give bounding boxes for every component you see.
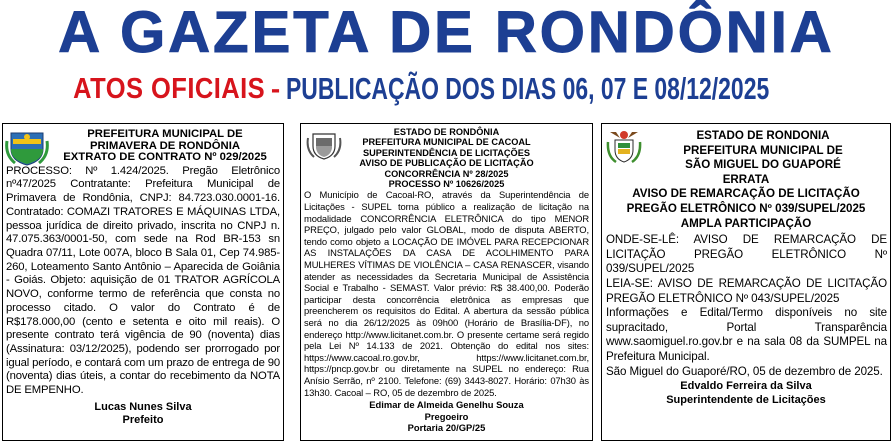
section-banner [0,66,893,112]
notice-signature: Lucas Nunes Silva Prefeito [94,400,192,426]
notice-cacoal [300,123,593,441]
notice-date: São Miguel do Guaporé/RO, 05 de dezembro de 2025. [606,364,883,378]
notice-sao-miguel [601,123,891,441]
notice-body: PROCESSO: Nº 1.424/2025. Pregão Eletrônico nº47/2025 Contratante: Prefeitura Municipal de Primavera de Rondônia, CNPJ: 84.723.030.0001-16. Contratado: COMAZI TRATORES E MÁQUINAS LTDA, pessoa jurídica de direito privado, inscrita no CNPJ n. 47.075.363/0001-50, com sede na Rod BR-153 sn Quadra 07/11, Lote 007A, bloco B Sala 01, Cep 74.985-260, Loteamento Santo Antônio – Aparecida de Goiânia - Goiás. Objeto: aquisição de 01 TRATOR AGRÍCOLA NOVO, conforme termo de referência que consta no processo citado. O valor do Contrato é de R$178.000,00 (cento e setenta e oito mil reais). O presente contrato terá vigência de 90 (noventa) dias (Assinatura: 03/12/2025), podendo ser prorrogado por igual período, e contará com um prazo de entrega de 90 (noventa) dias úteis, a contar do recebimento da NOTA DE EMPENHO. [6,164,280,397]
publication-dates: PUBLICAÇÃO DOS DIAS 06, 07 E 08/12/2025 [286,71,770,106]
errata-original: ONDE-SE-LÊ: AVISO DE REMARCAÇÃO DE LICITAÇÃO PREGÃO ELETRÔNICO Nº 039/SUPEL/2025 [606,233,887,276]
section-title: ATOS OFICIAIS [72,72,265,105]
section-separator: - [270,73,281,104]
municipal-crest-icon [305,130,343,160]
municipal-crest-icon [5,127,49,167]
notice-info: Informações e Edital/Termo disponíveis no site supracitado, Portal Transparência www.saomiguel.ro.gov.br e na sala 08 da SUMPEL na Prefeitura Municipal. [606,306,887,363]
notice-header: PREFEITURA MUNICIPAL DE PRIMAVERA DE RONDÔNIA EXTRATO DE CONTRATO Nº 029/2025 [63,128,267,164]
notice-body: O Município de Cacoal-RO, através da Superintendência de Licitações - SUPEL torna público a realização de licitação na modalidade CONCORRÊNCIA ELETRÔNICA do tipo MENOR PREÇO, julgado pelo valor GLOBAL, modo de disputa ABERTO, tendo como objeto a LOCAÇÃO DE IMÓVEL PARA RECEPCIONAR AS INSTALAÇÕES DA CASA DE ACOLHIMENTO PARA MULHERES VÍTIMAS DE VIOLÊNCIA – CASA RENASCER, visando atender as necessidades da Secretaria Municipal de Assistência Social e Trabalho - SEMAST. Valor prévio: R$ 38.400,00. Poderão participar desta concorrência eletrônica as empresas que preencherem os requisitos do Edital. A abertura da sessão pública será no dia 26/12/2025 às 09h00 (Horário de Brasília-DF), no endereço http://www.licitanet.com.br. O presente certame será regido pela Lei Nº 14.133 de 2021. Obtenção do edital nos sites: https://www.cacoal.ro.gov.br, https://www.licitanet.com.br, https://pncp.gov.br ou diretamente na SUPEL no endereço: Rua Anísio Serrão, nº 2100. Telefone: (69) 3443-8027. Horário: 07h30 às 13h30. Cacoal – RO, 05 de dezembro de 2025. [304,189,589,398]
newspaper-title: A GAZETA DE RONDÔNIA [58,0,835,65]
notice-header: ESTADO DE RONDÔNIA PREFEITURA MUNICIPAL DE CACOAL SUPERINTENDÊNCIA DE LICITAÇÕES AVISO DE PUBLICAÇÃO DE LICITAÇÃO CONCORRÊNCIA Nº 28/2025 PROCESSO Nº 10626/2025 [359,127,534,190]
notice-signature: Edvaldo Ferreira da Silva Superintendente de Licitações [666,380,826,407]
notice-body [602,233,890,379]
notice-header: ESTADO DE RONDONIA PREFEITURA MUNICIPAL DE SÃO MIGUEL DO GUAPORÉ ERRATA AVISO DE REMARCAÇÃO DE LICITAÇÃO PREGÃO ELETRÔNICO Nº 039/SUPEL/2025 AMPLA PARTICIPAÇÃO [626,129,866,230]
notice-primavera [2,123,284,441]
state-crest-icon [606,128,642,164]
errata-correction: LEIA-SE: AVISO DE REMARCAÇÃO DE LICITAÇÃO PREGÃO ELETRÔNICO Nº 043/SUPEL/2025 [606,276,887,305]
notice-signature: Edimar de Almeida Genelhu Souza Pregoeiro Portaria 20/GP/25 [369,399,524,433]
